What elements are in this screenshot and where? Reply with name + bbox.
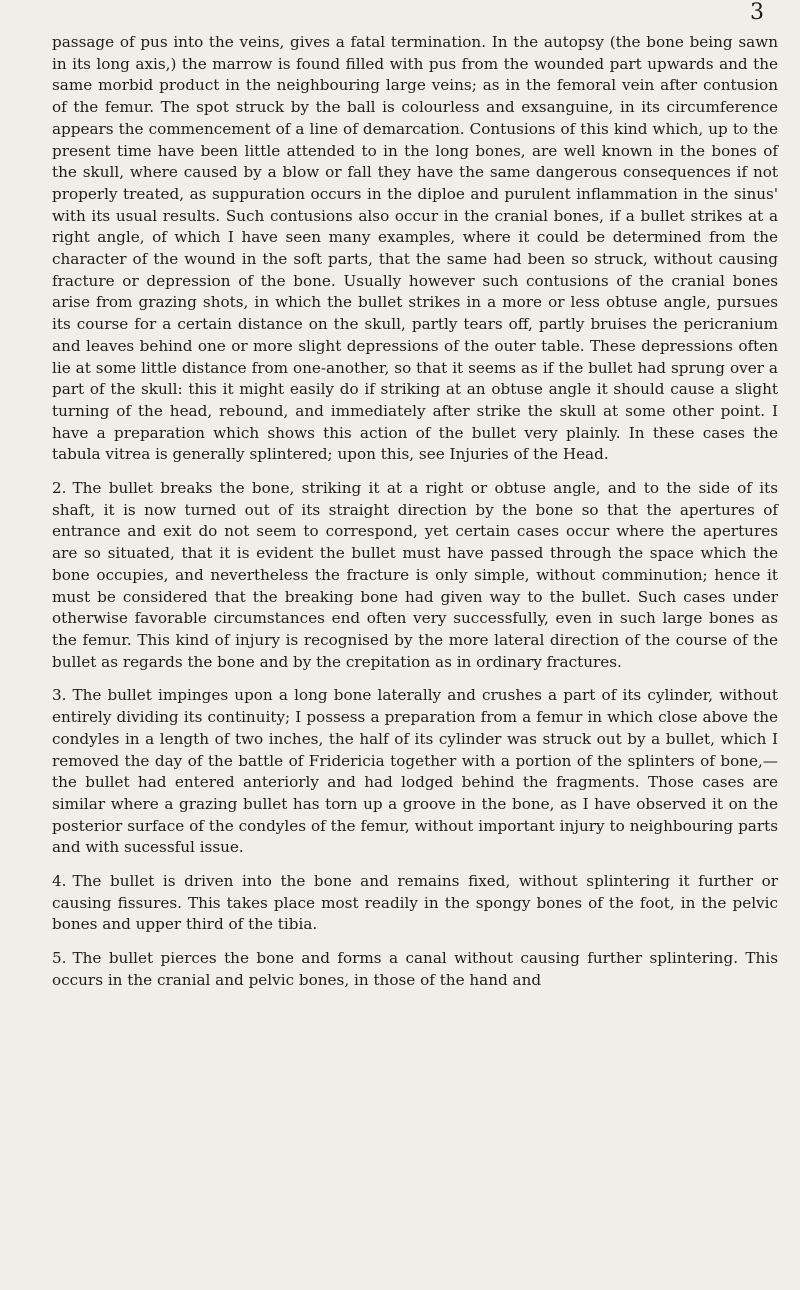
paragraph-5	[52, 948, 778, 991]
paragraph-2-text: The bullet breaks the bone, striking it at a right or obtuse angle, and to the side of its shaft, it is now turned out of its straight direction by the bone so that the apertures of entrance and exit do not seem to correspond, yet certain cases occur where the apertures are so situated, that it is evident the bullet must have passed through the space which the bone occupies, and nevertheless the fracture is only simple, without comminution; hence it must be considered that the breaking bone had given way to the bullet. Such cases under otherwise favorable circumstances end often very successfully, even in such large bones as the femur. This kind of injury is recognised by the more lateral direction of the course of the bullet as regards the bone and by the crepitation as in ordinary fractures.	[52, 479, 778, 671]
paragraph-4-text: The bullet is driven into the bone and remains fixed, without splintering it further or causing fissures. This takes place most readily in the spongy bones of the foot, in the pelvic bones and upper third of the tibia.	[52, 872, 778, 934]
body-text	[52, 32, 778, 992]
page-number: 3	[750, 0, 764, 25]
paragraph-4-number: 4.	[52, 872, 67, 891]
paragraph-5-text: The bullet pierces the bone and forms a canal without causing further splintering. This occurs in the cranial and pelvic bones, in those of the hand and	[52, 949, 778, 989]
paragraph-2	[52, 478, 778, 673]
paragraph-1	[52, 32, 778, 466]
paragraph-3	[52, 685, 778, 859]
paragraph-2-number: 2.	[52, 479, 67, 498]
paragraph-4	[52, 871, 778, 936]
paragraph-3-number: 3.	[52, 686, 67, 705]
paragraph-3-text: The bullet impinges upon a long bone laterally and crushes a part of its cylinder, without entirely dividing its continuity; I possess a preparation from a femur in which close above the condyles in a length of two inches, the half of its cylinder was struck out by a bullet, which I removed the day of the battle of Fridericia together with a portion of the splinters of bone,—the bullet had entered anteriorly and had lodged behind the fragments. Those cases are similar where a grazing bullet has torn up a groove in the bone, as I have observed it on the posterior surface of the condyles of the femur, without important injury to neighbouring parts and with sucessful issue.	[52, 686, 778, 857]
paragraph-5-number: 5.	[52, 949, 67, 968]
paragraph-1-text: passage of pus into the veins, gives a fatal termination. In the autopsy (the bone being sawn in its long axis,) the marrow is found filled with pus from the wounded part upwards and the same morbid product in the neighbouring large veins; as in the femoral vein after contusion of the femur. The spot struck by the ball is colourless and exsanguine, in its circumference appears the commencement of a line of demarcation. Contusions of this kind which, up to the present time have been little attended to in the long bones, are well known in the bones of the skull, where caused by a blow or fall they have the same dangerous consequences if not properly treated, as suppuration occurs in the diploe and purulent inflammation in the sinus' with its usual results. Such contusions also occur in the cranial bones, if a bullet strikes at a right angle, of which I have seen many examples, where it could be determined from the character of the wound in the soft parts, that the same had been so struck, without causing fracture or depression of the bone. Usually however such contusions of the cranial bones arise from grazing shots, in which the bullet strikes in a more or less obtuse angle, pursues its course for a certain distance on the skull, partly tears off, partly bruises the pericranium and leaves behind one or more slight depressions of the outer table. These depressions often lie at some little distance from one-another, so that it seems as if the bullet had sprung over a part of the skull: this it might easily do if striking at an obtuse angle it should cause a slight turning of the head, rebound, and immediately after strike the skull at some other point. I have a preparation which shows this action of the bullet very plainly. In these cases the tabula vitrea is generally splintered; upon this, see Injuries of the Head.	[52, 33, 778, 464]
